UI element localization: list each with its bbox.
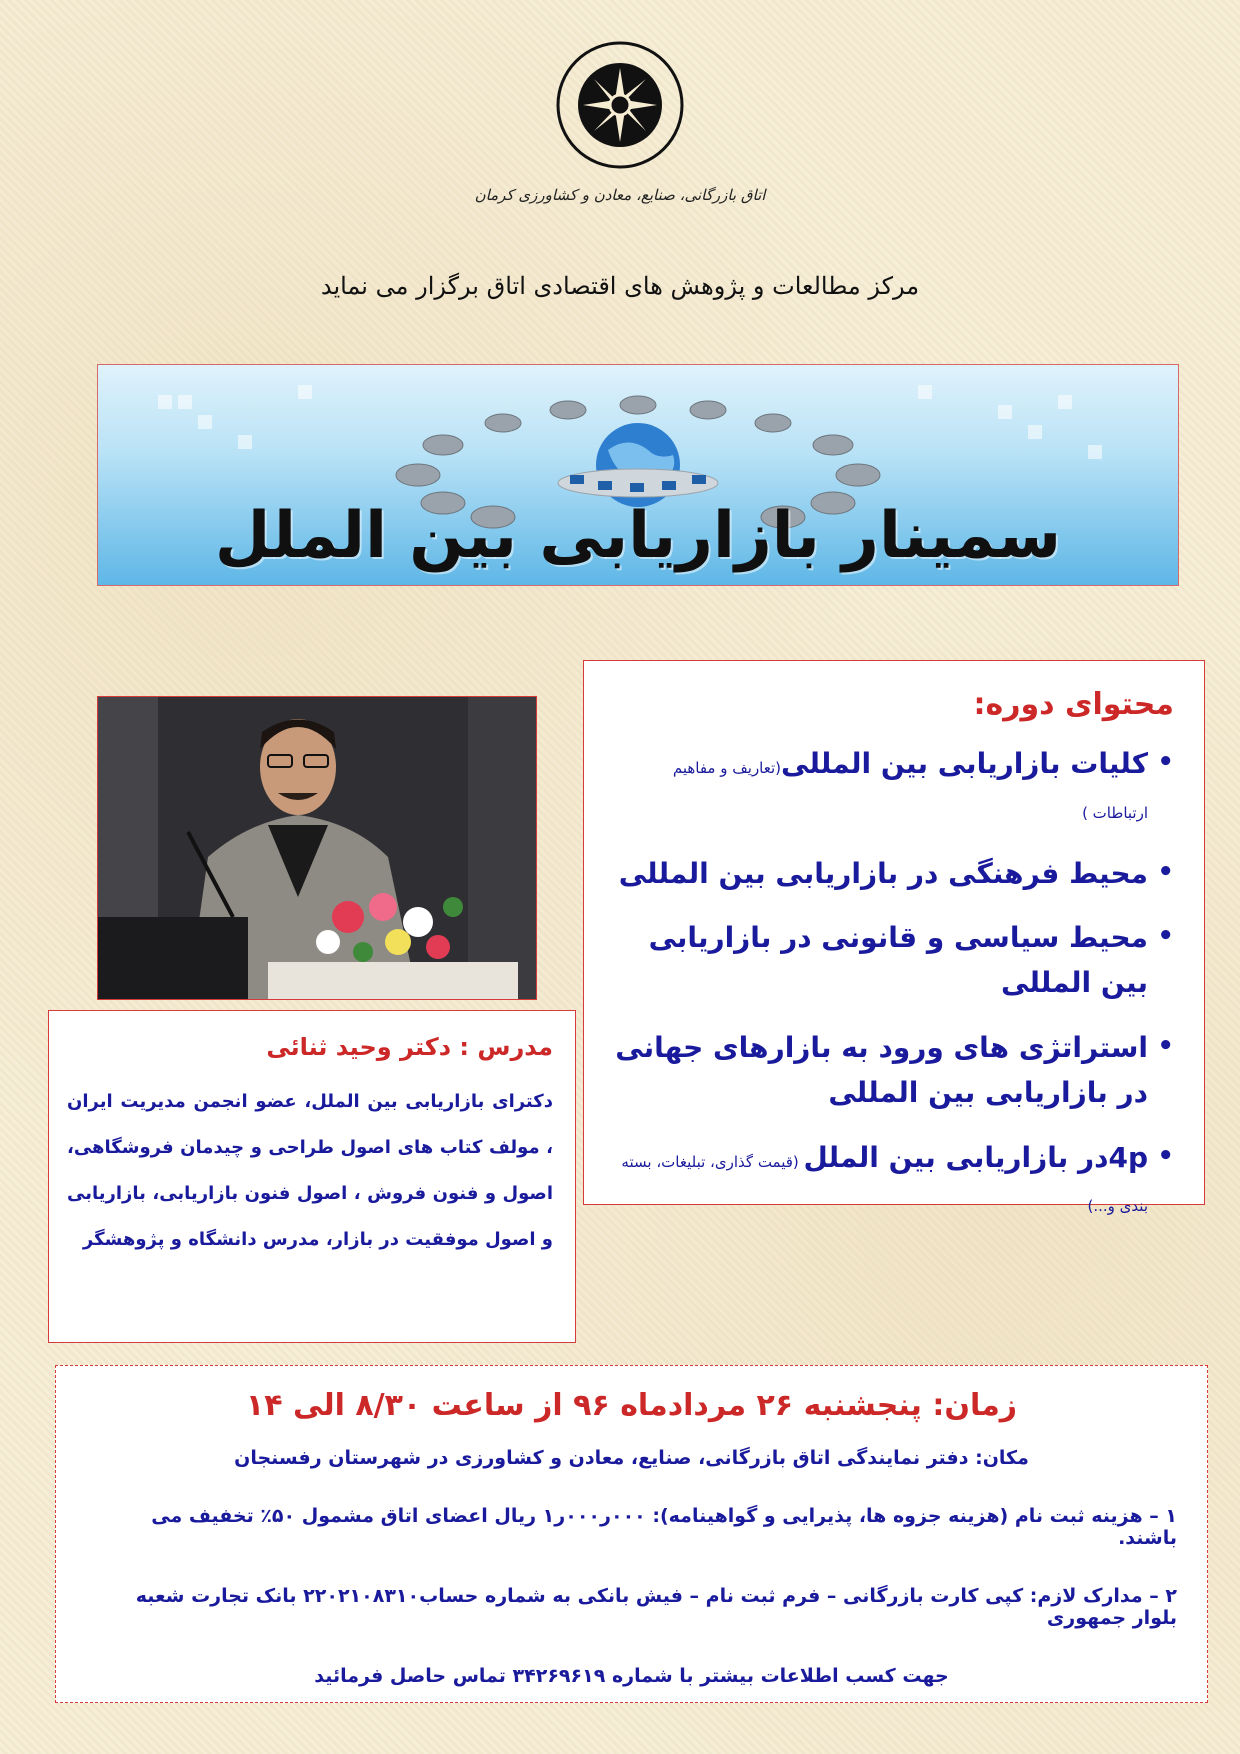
course-content-list bbox=[614, 742, 1174, 1225]
course-content-box bbox=[583, 660, 1205, 1216]
instructor-name: مدرس : دکتر وحید ثنائی bbox=[266, 1033, 553, 1061]
banner-title: سمینار بازاریابی بین الملل bbox=[214, 499, 1062, 573]
contact-info: جهت کسب اطلاعات بیشتر با شماره ۳۴۲۶۹۶۱۹ تماس حاصل فرمائید bbox=[314, 1665, 949, 1687]
list-item: • 4pدر بازاریابی بین الملل (قیمت گذاری، تبلیغات، بسته بندی و...) bbox=[614, 1136, 1174, 1226]
event-info-box bbox=[55, 1365, 1208, 1703]
list-item: • محیط سیاسی و قانونی در بازاریابی بین المللی bbox=[614, 916, 1174, 1006]
course-content-heading: محتوای دوره: bbox=[973, 687, 1174, 722]
logo-caption: اتاق بازرگانی، صنایع، معادن و کشاورزی کرمان bbox=[474, 186, 766, 204]
instructor-bio: دکترای بازاریابی بین الملل، عضو انجمن مدیریت ایران ، مولف کتاب های اصول طراحی و چیدمان فروشگاهی، اصول و فنون فروش ، اصول فنون بازاریابی، بازاریابی و اصول موفقیت در بازار، مدرس دانشگاه و پژوهشگر bbox=[67, 1091, 553, 1250]
event-location: مکان: دفتر نمایندگی اتاق بازرگانی، صنایع، معادن و کشاورزی در شهرستان رفسنجان bbox=[234, 1447, 1029, 1469]
logo-text bbox=[555, 40, 560, 43]
registration-fee: ۱ – هزینه ثبت نام (هزینه جزوه ها، پذیرایی و گواهینامه): ۰۰۰ر۰۰۰ر۱ ریال اعضای اتاق مشمول ۵۰٪ تخفیف می باشند. bbox=[151, 1505, 1177, 1549]
required-documents: ۲ – مدارک لازم: کپی کارت بازرگانی – فرم ثبت نام – فیش بانکی به شماره حساب۲۲۰۲۱۰۸۳۱۰ بانک تجارت شعبه بلوار جمهوری bbox=[135, 1585, 1177, 1629]
seminar-banner bbox=[97, 364, 1179, 586]
event-time: زمان: پنجشنبه ۲۶ مردادماه ۹۶ از ساعت ۸/۳۰ الی ۱۴ bbox=[245, 1388, 1018, 1423]
instructor-box bbox=[48, 1010, 576, 1343]
list-item: • استراتژی های ورود به بازارهای جهانی در بازاریابی بین المللی bbox=[614, 1026, 1174, 1116]
instructor-photo bbox=[97, 696, 537, 1000]
organizer-line: مرکز مطالعات و پژوهش های اقتصادی اتاق برگزار می نماید bbox=[320, 272, 920, 300]
svg-text:اتاق بازرگانی، صنایع، معادن و bbox=[555, 40, 560, 43]
list-item: • کلیات بازاریابی بین المللی(تعاریف و مفاهیم ارتباطات ) bbox=[614, 742, 1174, 832]
chamber-logo bbox=[555, 40, 685, 170]
list-item: • محیط فرهنگی در بازاریابی بین المللی bbox=[614, 852, 1174, 897]
